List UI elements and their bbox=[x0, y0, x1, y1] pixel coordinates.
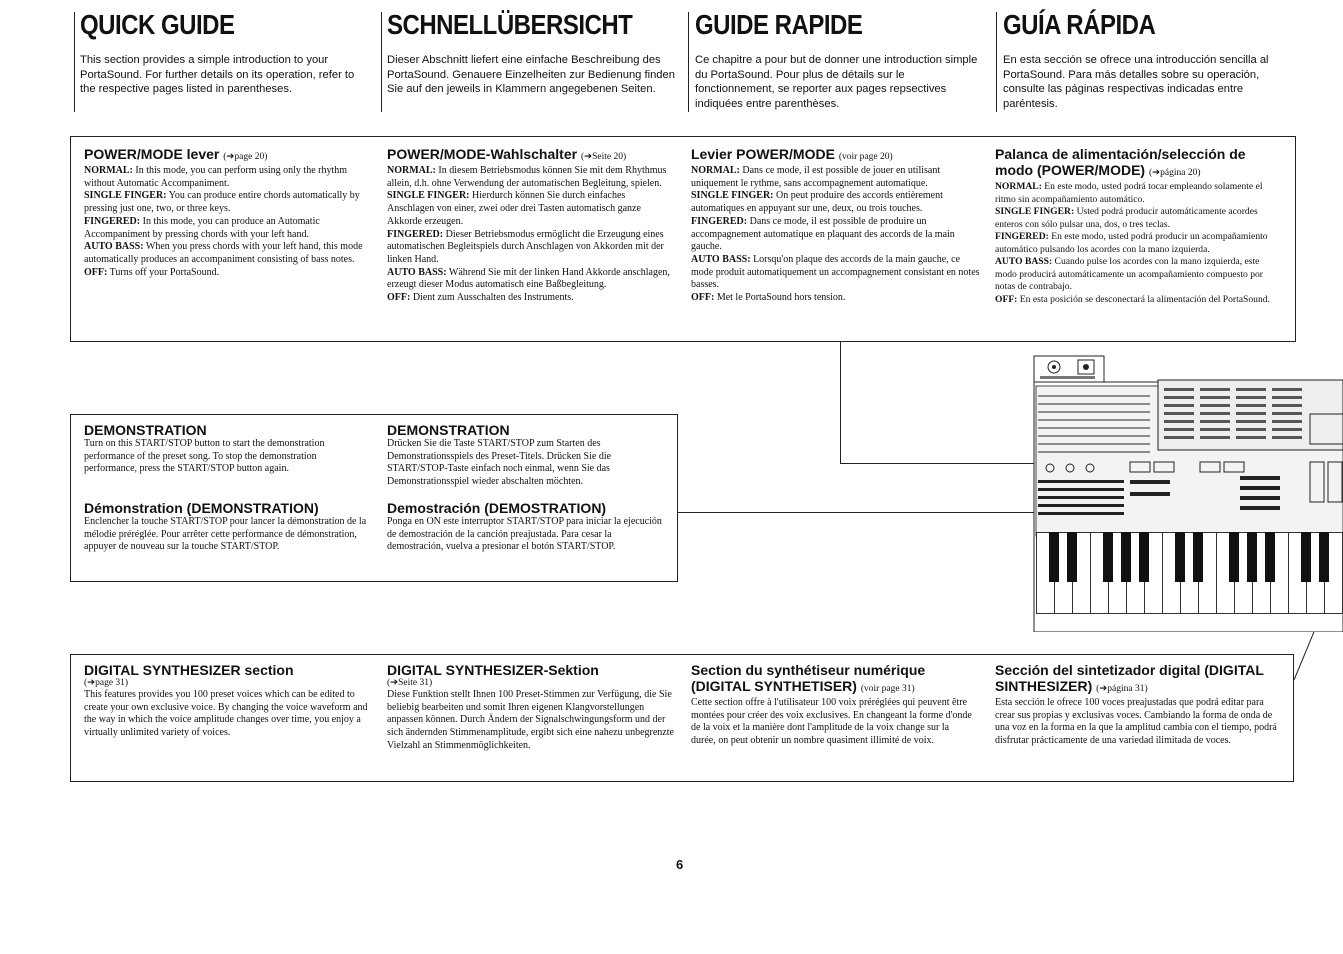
column-rule bbox=[996, 12, 997, 112]
power-item: FINGERED: In this mode, you can produce an Automatic Accompaniment by pressing chords with your left hand. bbox=[84, 215, 320, 240]
synth-ref-en: (➔page 31) bbox=[84, 678, 129, 688]
column-rule bbox=[74, 12, 75, 112]
power-mode-title-es: Palanca de alimentación/selección de modo (POWER/MODE) (➔página 20) bbox=[995, 146, 1246, 178]
intro-es: En esta sección se ofrece una introducción sencilla al PortaSound. Para más detalles sobre su operación, consulte las páginas respectivas indicadas entre paréntesis. bbox=[1003, 54, 1269, 110]
power-item: FINGERED: En este modo, usted podrá producir un acompañamiento automático pulsando los acordes con la mano izquierda. bbox=[995, 231, 1268, 255]
synth-es bbox=[995, 662, 1280, 748]
demo-text-de: Drücken Sie die Taste START/STOP zum Starten des Demonstrationsspiels des Preset-Titels. Drücken Sie die START/STOP-Taste einfach noch einmal, wenn Sie das Demonstrationsspiel wieder abschalten möchten. bbox=[387, 438, 612, 488]
synth-text-de: Diese Funktion stellt Ihnen 100 Preset-Stimmen zur Verfügung, die Sie beliebig bearbeiten und somit Ihren eigenen Klangvorstellungen anpassen können. Durch Ändern der Signalschwingungsform und der sich ändernden Stimmenamplitude, ergibt sich eine nahezu unbegrenzte Vielzahl an Stimmenmöglichkeiten. bbox=[387, 689, 674, 751]
synth-de bbox=[387, 662, 674, 753]
demo-en bbox=[84, 422, 369, 476]
intro-en: This section provides a simple introduction to your PortaSound. For further details on its operation, refer to the respective pages listed in parentheses. bbox=[80, 54, 355, 95]
power-item: OFF: Met le PortaSound hors tension. bbox=[691, 292, 846, 304]
power-mode-title-en: POWER/MODE lever (➔page 20) bbox=[84, 146, 268, 162]
page-number: 6 bbox=[676, 857, 684, 872]
demo-de bbox=[387, 422, 662, 489]
power-mode-title-fr: Levier POWER/MODE (voir page 20) bbox=[691, 146, 893, 162]
demo-text-fr: Enclencher la touche START/STOP pour lancer la démonstration de la mélodie préréglée. Pour arrêter cette performance de démonstration, appuyer de nouveau sur la touche START/STOP. bbox=[84, 516, 367, 553]
power-item: AUTO BASS: Lorsqu'on plaque des accords de la main gauche, ce mode produit automatiquement un accompagnement consistant en notes basses. bbox=[691, 253, 980, 291]
synth-title-fr: Section du synthétiseur numérique (DIGITAL SYNTHETISER) (voir page 31) bbox=[691, 662, 926, 694]
power-item: NORMAL: Dans ce mode, il est possible de jouer en utilisant uniquement le rythme, sans accompagnement automatique. bbox=[691, 165, 941, 189]
column-rule bbox=[381, 12, 382, 112]
callout-line bbox=[840, 463, 1034, 464]
power-item: OFF: Dient zum Ausschalten des Instruments. bbox=[387, 292, 574, 304]
synth-title-en: DIGITAL SYNTHESIZER section bbox=[84, 662, 294, 678]
power-item: SINGLE FINGER: Hierdurch können Sie durch einfaches Anschlagen von einer, zwei oder drei Tasten automatisch ganze Akkorde erzeugen. bbox=[387, 190, 641, 227]
power-item: OFF: En esta posición se desconectará la alimentación del PortaSound. bbox=[995, 293, 1270, 305]
column-rule bbox=[688, 12, 689, 112]
header-title-en: QUICK GUIDE bbox=[80, 10, 235, 42]
synth-text-en: This features provides you 100 preset voices which can be edited to create your own exclusive voice. By changing the voice waveform and the way in which the voice amplitude changes over time, you enjoy a virtually unlimited variety of voices. bbox=[84, 689, 368, 739]
demo-title-en: DEMONSTRATION bbox=[84, 422, 207, 438]
synth-title-de: DIGITAL SYNTHESIZER-Sektion bbox=[387, 662, 599, 678]
power-mode-en bbox=[84, 146, 368, 279]
power-item: NORMAL: In diesem Betriebsmodus können Sie mit dem Rhythmus allein, d.h. ohne Verwendung der automatischen Begleitung, spielen. bbox=[387, 165, 667, 189]
demo-title-fr: Démonstration (DEMONSTRATION) bbox=[84, 500, 319, 516]
power-item: AUTO BASS: Cuando pulse los acordes con la mano izquierda, este modo producirá automáticamente un acompañamiento compuesto por notas de contrabajo. bbox=[995, 256, 1264, 292]
power-item: NORMAL: In this mode, you can perform using only the rhythm without Automatic Accompaniment. bbox=[84, 165, 348, 189]
power-item: SINGLE FINGER: Usted podrá producir automáticamente acordes enteros con sólo pulsar una, dos, o tres teclas. bbox=[995, 206, 1258, 230]
header-title-fr: GUIDE RAPIDE bbox=[695, 10, 863, 42]
intro-fr: Ce chapitre a pour but de donner une introduction simple du PortaSound. Pour plus de détails sur le fonctionnement, se reporter aux pages repsectives indiquées entre parenthèses. bbox=[695, 54, 978, 110]
power-item: SINGLE FINGER: You can produce entire chords automatically by pressing just one, two, or three keys. bbox=[84, 190, 360, 215]
synth-fr bbox=[691, 662, 976, 748]
synth-en bbox=[84, 662, 369, 740]
header-title-de: SCHNELLÜBERSICHT bbox=[387, 10, 633, 42]
callout-line bbox=[678, 512, 1038, 513]
synth-text-fr: Cette section offre à l'utilisateur 100 voix préréglées qui peuvent être montées pour créer des voix exclusives. En changeant la forme d'onde de la voix et la manière dont l'amplitude de la voix change sur la durée, on peut obtenir un nombre quasiment illimité de voix. bbox=[691, 697, 972, 747]
keyboard-illustration bbox=[1030, 352, 1343, 632]
synth-title-es: Sección del sintetizador digital (DIGITAL SINTHESIZER) (➔página 31) bbox=[995, 662, 1264, 694]
synth-text-es: Esta sección le ofrece 100 voces preajustadas que podrá editar para crear sus propias y exclusivas voces. Cambiando la forma de onda de una voz en la forma en la que la amplitud cambia con el tiempo, podrá disfrutar prácticamente de una variedad ilimitada de voces. bbox=[995, 697, 1277, 747]
power-item: FINGERED: Dieser Betriebsmodus ermöglicht die Erzeugung eines automatischen Begleitspiels durch Anschlagen von Akkorden mit der linken Hand. bbox=[387, 228, 664, 265]
keyboard-keys bbox=[1036, 532, 1343, 614]
callout-line bbox=[840, 342, 841, 464]
power-mode-es bbox=[995, 146, 1280, 306]
demo-es bbox=[387, 500, 662, 554]
power-mode-fr bbox=[691, 146, 981, 305]
demo-fr bbox=[84, 500, 369, 554]
power-item: FINGERED: Dans ce mode, il est possible de produire un accompagnement automatique en plaquant des accords de la main gauche. bbox=[691, 215, 955, 253]
power-item: AUTO BASS: Während Sie mit der linken Hand Akkorde anschlagen, erzeugt dieser Modus automatisch eine Baßbegleitung. bbox=[387, 266, 670, 291]
demo-text-en: Turn on this START/STOP button to start the demonstration performance of the preset song. To stop the demonstration performance, press the START/STOP button again. bbox=[84, 438, 325, 475]
power-item: AUTO BASS: When you press chords with your left hand, this mode automatically produces an accompaniment consisting of bass notes. bbox=[84, 241, 363, 265]
power-item: SINGLE FINGER: On peut produire des accords entièrement automatiques en appuyant sur une, deux, ou trois touches. bbox=[691, 190, 943, 215]
power-mode-title-de: POWER/MODE-Wahlschalter (➔Seite 20) bbox=[387, 146, 627, 162]
header-title-es: GUÍA RÁPIDA bbox=[1003, 10, 1156, 42]
power-mode-de bbox=[387, 146, 674, 305]
intro-de: Dieser Abschnitt liefert eine einfache Beschreibung des PortaSound. Genauere Einzelheiten zur Bedienung finden Sie auf den jeweils in Klammern angegebenen Seiten. bbox=[387, 54, 675, 95]
power-item: NORMAL: En este modo, usted podrá tocar empleando solamente el ritmo sin acompañamiento automático. bbox=[995, 181, 1263, 205]
demo-title-es: Demostración (DEMOSTRATION) bbox=[387, 500, 607, 516]
demo-text-es: Ponga en ON este interruptor START/STOP para iniciar la ejecución de demostración de la canción preajustada. Para cesar la demostración, vuelva a presionar el botón START/STOP. bbox=[387, 516, 662, 553]
demo-title-de: DEMONSTRATION bbox=[387, 422, 510, 438]
synth-ref-de: (➔Seite 31) bbox=[387, 678, 433, 688]
power-item: OFF: Turns off your PortaSound. bbox=[84, 266, 220, 278]
